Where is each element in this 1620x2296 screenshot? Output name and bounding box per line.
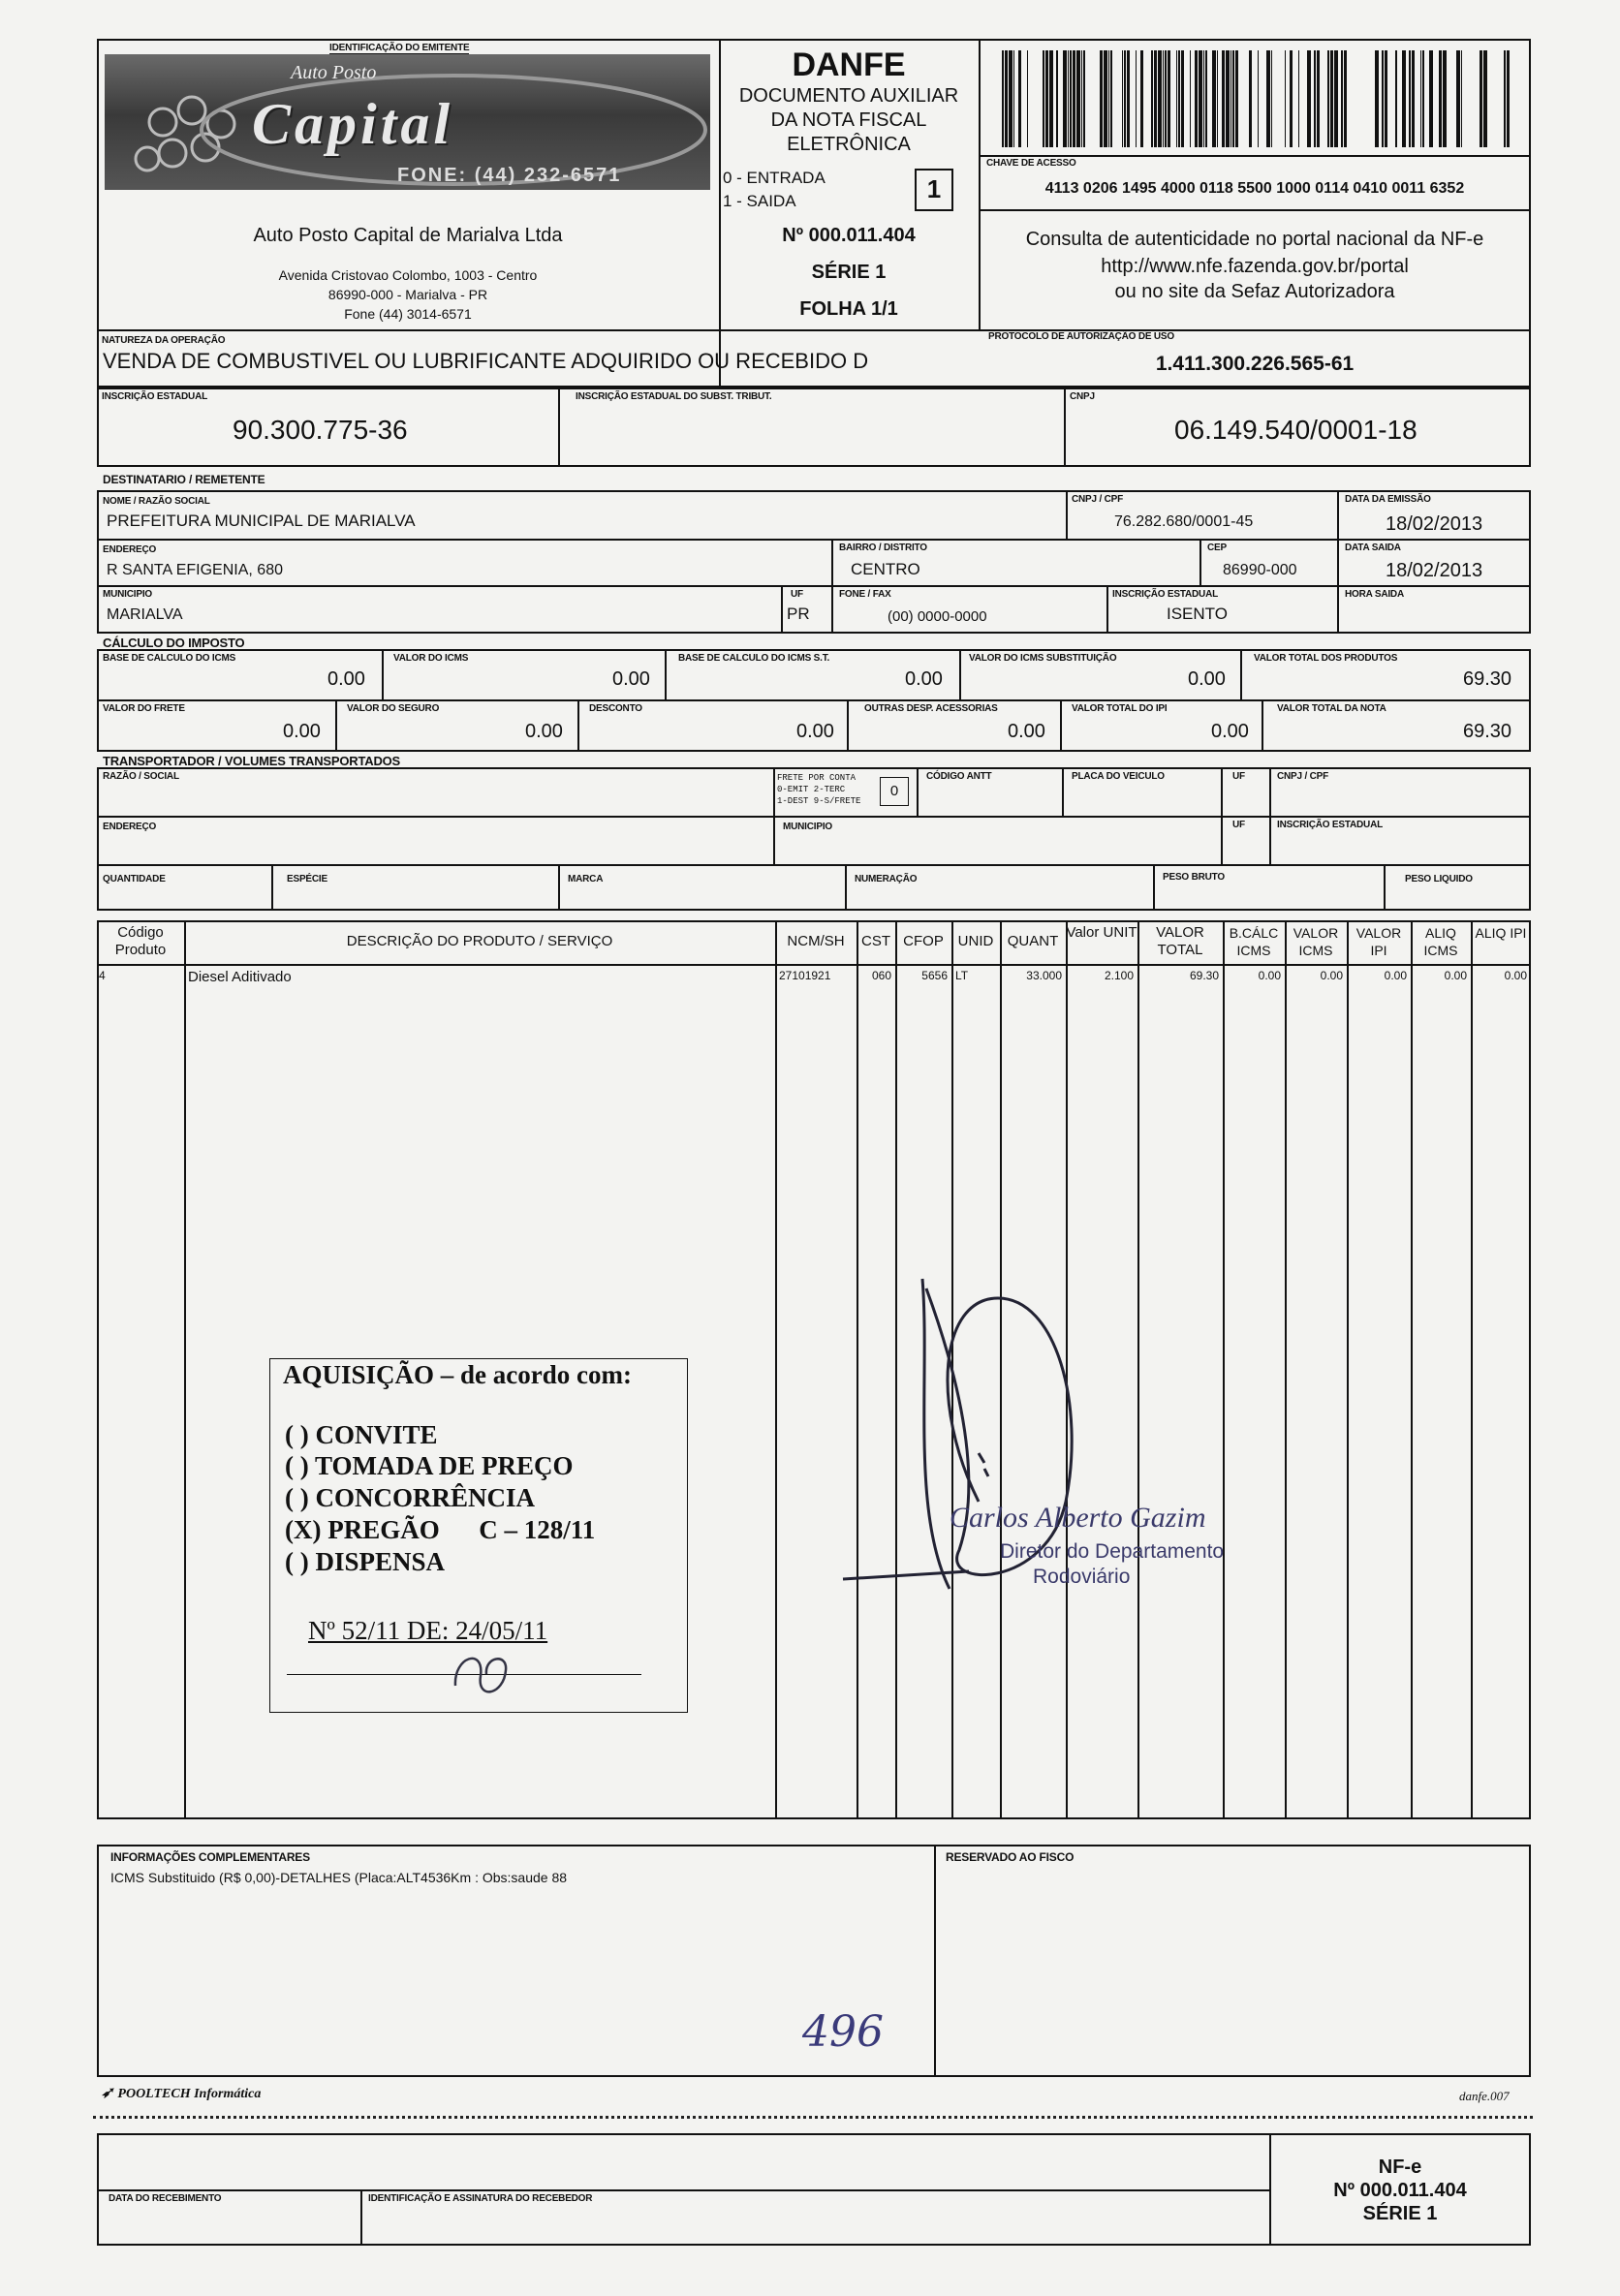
product-cell-10: 0.00 [1320,969,1343,982]
danfe-entrada: 0 - ENTRADA [723,169,826,187]
seguro-label: VALOR DO SEGURO [347,703,440,714]
icms-st-base-value: 0.00 [905,668,943,690]
col-header-6: QUANT [1007,933,1059,949]
dest-nome-label: NOME / RAZÃO SOCIAL [103,496,210,507]
ie-label: INSCRIÇÃO ESTADUAL [102,391,207,402]
barcode-bar [1070,50,1072,147]
emitente-address2: 86990-000 - Marialva - PR [327,287,488,302]
danfe-subtitle-3: ELETRÔNICA [787,134,911,155]
transp-ie-label: INSCRIÇÃO ESTADUAL [1277,820,1383,830]
stamp-title: AQUISIÇÃO – de acordo com: [283,1360,632,1389]
barcode-bar [1027,50,1028,147]
dest-cnpj-value: 76.282.680/0001-45 [1114,513,1254,530]
barcode-bar [1330,50,1333,147]
cnpj-emit-value: 06.149.540/0001-18 [1174,415,1418,445]
barcode-bar [1341,50,1343,147]
barcode-bar [1429,50,1433,147]
product-cell-7: 2.100 [1104,969,1134,982]
col-header-13: ALIQ IPI [1475,925,1527,941]
barcode-bar [1480,50,1482,147]
dest-saida-value: 18/02/2013 [1386,560,1483,581]
assinatura-label: IDENTIFICAÇÃO E ASSINATURA DO RECEBEDOR [368,2193,593,2204]
total-ipi-value: 0.00 [1211,721,1249,742]
protocolo-label: PROTOCOLO DE AUTORIZAÇÃO DE USO [988,331,1174,342]
icms-valor-value: 0.00 [612,668,650,690]
transp-razao-label: RAZÃO / SOCIAL [103,771,179,782]
frete-conta-2: 0-EMIT 2-TERC [777,785,846,794]
numeracao-label: NUMERAÇÃO [855,874,918,884]
barcode-bar [1456,50,1460,147]
protocolo-value: 1.411.300.226.565-61 [1155,353,1355,375]
barcode-bar [1163,50,1164,147]
barcode-bar [1226,50,1230,147]
product-cell-5: LT [955,969,969,982]
danfe-serie: SÉRIE 1 [811,262,887,283]
chave-label: CHAVE DE ACESSO [986,158,1076,169]
dest-uf-label: UF [791,589,803,600]
total-produtos-label: VALOR TOTAL DOS PRODUTOS [1254,653,1398,664]
natureza-label: NATUREZA DA OPERAÇÃO [102,335,226,346]
product-cell-4: 5656 [921,969,948,982]
icms-base-value: 0.00 [327,668,365,690]
barcode-bar [1018,50,1021,147]
emitente-section-label: IDENTIFICAÇÃO DO EMITENTE [329,43,470,53]
dest-bairro-value: CENTRO [851,560,920,578]
barcode-bar [1290,50,1293,147]
dest-endereco-value: R SANTA EFIGENIA, 680 [107,562,283,578]
initials-scribble [446,1628,523,1705]
product-description: Diesel Aditivado [188,969,292,985]
frete-value: 0 [889,783,899,799]
barcode-bar [1063,50,1067,147]
product-cell-0: 4 [99,969,106,982]
barcode-bar [1045,50,1048,147]
barcode-bar [1190,50,1191,147]
barcode-bar [1049,50,1053,147]
product-cell-9: 0.00 [1258,969,1281,982]
barcode-bar [1420,50,1421,147]
icms-st-valor-label: VALOR DO ICMS SUBSTITUIÇÃO [969,653,1117,664]
barcode-bar [1104,50,1107,147]
stamp-option-2: ( ) TOMADA DE PREÇO [285,1451,574,1480]
dest-ie-label: INSCRIÇÃO ESTADUAL [1112,589,1218,600]
canhoto-nfe: NF-e [1378,2156,1422,2178]
emitente-address1: Avenida Cristovao Colombo, 1003 - Centro [278,267,538,283]
barcode-bar [1222,50,1225,147]
barcode-bar [1483,50,1487,147]
product-cell-3: 060 [871,969,891,982]
cnpj-emit-label: CNPJ [1070,391,1095,402]
signature-stamp-name: Carlos Alberto Gazim [950,1502,1206,1534]
transp-cnpj-label: CNPJ / CPF [1277,771,1329,782]
barcode-bar [1081,50,1082,147]
signature-stamp-dept: Rodoviário [1033,1566,1131,1588]
dest-ie-value: ISENTO [1167,605,1228,623]
barcode-bar [1158,50,1162,147]
product-cell-2: 27101921 [779,969,831,982]
barcode-bar [1140,50,1143,147]
dest-cnpj-label: CNPJ / CPF [1072,494,1124,505]
barcode-bar [1266,50,1270,147]
col-header-0: Código Produto [114,924,167,958]
barcode-bar [1439,50,1442,147]
barcode-bar [1314,50,1316,147]
stamp-option-4: (X) PREGÃO C – 128/11 [285,1515,596,1544]
barcode-bar [1271,50,1272,147]
dest-fone-label: FONE / FAX [839,589,891,600]
barcode-bar [1375,50,1379,147]
barcode-bar [1043,50,1044,147]
stamp-option-1: ( ) CONVITE [285,1420,438,1449]
product-cell-6: 33.000 [1026,969,1062,982]
danfe-title: DANFE [792,47,906,83]
barcode-bar [1013,50,1014,147]
product-cell-8: 69.30 [1189,969,1219,982]
placa-label: PLACA DO VEICULO [1072,771,1165,782]
barcode-bar [1334,50,1338,147]
barcode-bar [1422,50,1424,147]
frete-value: 0.00 [283,721,321,742]
informacoes-value: ICMS Substituido (R$ 0,00)-DETALHES (Placa:ALT4536Km : Obs:saude 88 [110,1870,568,1885]
barcode-bar [1181,50,1184,147]
dest-emissao-value: 18/02/2013 [1386,513,1483,535]
barcode-bar [1298,50,1299,147]
barcode-bar [1110,50,1112,147]
dest-hora-label: HORA SAIDA [1345,589,1404,600]
dest-saida-label: DATA SAIDA [1345,543,1401,553]
dest-uf-value: PR [787,605,810,623]
consulta-line-2: http://www.nfe.fazenda.gov.br/portal [1101,256,1409,277]
barcode-bar [1122,50,1123,147]
barcode-bar [1124,50,1126,147]
dest-municipio-value: MARIALVA [107,606,183,623]
barcode-bar [1232,50,1234,147]
natureza-value: VENDA DE COMBUSTIVEL OU LUBRIFICANTE ADQUIRIDO OU RECEBIDO D [103,349,869,373]
col-header-9: B.CÁLC ICMS [1229,925,1279,958]
dest-bairro-label: BAIRRO / DISTRITO [839,543,927,553]
canhoto-serie: SÉRIE 1 [1362,2203,1438,2224]
icms-base-label: BASE DE CALCULO DO ICMS [103,653,236,664]
barcode-bar [1212,50,1216,147]
product-cell-13: 0.00 [1504,969,1527,982]
transp-uf-label: UF [1232,771,1245,782]
barcode-bar [1009,50,1012,147]
recebimento-label: DATA DO RECEBIMENTO [109,2193,222,2204]
barcode-bar [1327,50,1329,147]
barcode-bar [1165,50,1167,147]
danfe-subtitle-1: DOCUMENTO AUXILIAR [738,85,959,107]
antt-label: CÓDIGO ANTT [926,771,992,782]
handwritten-page-number: 496 [802,2007,884,2057]
software-name: POOLTECH Informática [117,2087,262,2101]
barcode-bar [1068,50,1069,147]
barcode-bar [1168,50,1170,147]
barcode-bar [1507,50,1510,147]
col-header-8: VALOR TOTAL [1156,924,1204,958]
dest-nome-value: PREFEITURA MUNICIPAL DE MARIALVA [107,512,416,530]
barcode-bar [1344,50,1347,147]
barcode-bar [1195,50,1198,147]
col-header-12: ALIQ ICMS [1423,925,1458,958]
barcode-bar [1199,50,1202,147]
barcode-bar [1249,50,1252,147]
cut-line [93,2116,1533,2119]
stamp-option-5: ( ) DISPENSA [285,1547,446,1576]
barcode-bar [1258,50,1259,147]
logo-phone-text: FONE: (44) 232-6571 [397,165,622,186]
barcode-bar [1504,50,1506,147]
logo-brand-text: Capital [252,92,454,156]
imposto-section-label: CÁLCULO DO IMPOSTO [103,636,245,650]
col-header-11: VALOR IPI [1355,925,1402,958]
danfe-numero: Nº 000.011.404 [782,225,916,246]
arrow-logo-icon: ➶ [101,2085,118,2101]
barcode-bar [1136,50,1137,147]
barcode-bar [1151,50,1153,147]
stamp-numero: Nº 52/11 DE: 24/05/11 [308,1616,548,1645]
barcode-bar [1217,50,1218,147]
dest-fone-value: (00) 0000-0000 [888,608,987,625]
barcode-bar [1005,50,1008,147]
total-ipi-label: VALOR TOTAL DO IPI [1072,703,1168,714]
barcode-bar [1205,50,1207,147]
barcode-bar [1176,50,1177,147]
col-header-4: CFOP [903,933,944,949]
total-nota-value: 69.30 [1463,721,1512,742]
transp-municipio-label: MUNICIPIO [783,822,832,832]
transp-uf2-label: UF [1232,820,1245,830]
col-header-7: Valor UNIT [1066,924,1137,941]
quantidade-label: QUANTIDADE [103,874,166,884]
barcode-bar [1317,50,1320,147]
barcode-bar [1178,50,1180,147]
consulta-line-1: Consulta de autenticidade no portal nacional da NF-e [1025,229,1484,250]
marca-label: MARCA [568,874,604,884]
danfe-saida: 1 - SAIDA [723,192,796,210]
barcode-bar [1002,50,1004,147]
barcode-bar [1056,50,1058,147]
total-nota-label: VALOR TOTAL DA NOTA [1277,703,1386,714]
barcode-bar [1443,50,1447,147]
product-cell-12: 0.00 [1444,969,1467,982]
col-header-1: DESCRIÇÃO DO PRODUTO / SERVIÇO [346,933,613,949]
danfe-folha: FOLHA 1/1 [799,298,898,320]
barcode [998,50,1511,147]
dest-cep-value: 86990-000 [1223,562,1297,578]
peso-liquido-label: PESO LIQUIDO [1405,874,1473,884]
frete-conta-3: 1-DEST 9-S/FRETE [777,796,861,806]
total-produtos-value: 69.30 [1463,668,1512,690]
barcode-bar [1461,50,1462,147]
desconto-label: DESCONTO [589,703,642,714]
signature-stamp-role: Diretor do Departamento [1000,1540,1225,1563]
transporte-section-label: TRANSPORTADOR / VOLUMES TRANSPORTADOS [103,754,401,768]
col-header-2: NCM/SH [787,933,845,949]
dest-endereco-label: ENDEREÇO [103,544,157,555]
barcode-bar [1382,50,1384,147]
consulta-line-3: ou no site da Sefaz Autorizadora [1114,281,1395,302]
destinatario-section-label: DESTINATARIO / REMETENTE [103,473,265,486]
barcode-bar [1395,50,1397,147]
stamp-option-3: ( ) CONCORRÊNCIA [285,1483,535,1512]
logo-small-text: Auto Posto [291,62,377,83]
frete-label: VALOR DO FRETE [103,703,185,714]
barcode-bar [1307,50,1311,147]
barcode-bar [1076,50,1080,147]
product-cell-11: 0.00 [1384,969,1407,982]
peso-bruto-label: PESO BRUTO [1163,872,1225,883]
seguro-value: 0.00 [525,721,563,742]
dest-municipio-label: MUNICIPIO [103,589,152,600]
barcode-bar [1285,50,1286,147]
canhoto-numero: Nº 000.011.404 [1333,2180,1467,2201]
icms-st-base-label: BASE DE CALCULO DO ICMS S.T. [678,653,830,664]
barcode-bar [1127,50,1130,147]
transp-endereco-label: ENDEREÇO [103,822,157,832]
icms-st-valor-value: 0.00 [1188,668,1226,690]
chave-value: 4113 0206 1495 4000 0118 5500 1000 0114 0410 0011 6352 [1044,180,1465,197]
danfe-subtitle-2: DA NOTA FISCAL [770,109,927,131]
barcode-bar [1100,50,1103,147]
barcode-bar [1083,50,1085,147]
barcode-bar [1073,50,1075,147]
col-header-5: UNID [957,933,994,949]
barcode-bar [1402,50,1406,147]
fisco-label: RESERVADO AO FISCO [946,1850,1075,1864]
outras-desp-value: 0.00 [1008,721,1045,742]
form-code: danfe.007 [1459,2089,1510,2103]
barcode-bar [1108,50,1109,147]
dest-cep-label: CEP [1207,543,1227,553]
software-credit [101,2083,261,2102]
col-header-3: CST [861,933,890,949]
barcode-bar [1203,50,1204,147]
dest-emissao-label: DATA DA EMISSÃO [1345,494,1431,505]
col-header-10: VALOR ICMS [1293,925,1339,958]
ie-st-label: INSCRIÇÃO ESTADUAL DO SUBST. TRIBUT. [576,391,772,402]
barcode-bar [1154,50,1157,147]
especie-label: ESPÉCIE [287,874,327,884]
barcode-bar [1385,50,1387,147]
desconto-value: 0.00 [796,721,834,742]
frete-conta-1: FRETE POR CONTA [777,773,857,783]
barcode-bar [1235,50,1238,147]
ie-value: 90.300.775-36 [233,415,408,445]
emitente-phone: Fone (44) 3014-6571 [344,306,472,322]
emitente-name: Auto Posto Capital de Marialva Ltda [253,225,563,246]
outras-desp-label: OUTRAS DESP. ACESSORIAS [864,703,998,714]
barcode-bar [1412,50,1415,147]
informacoes-label: INFORMAÇÕES COMPLEMENTARES [110,1850,310,1864]
icms-valor-label: VALOR DO ICMS [393,653,469,664]
danfe-tipo: 1 [926,174,942,203]
barcode-bar [1409,50,1411,147]
